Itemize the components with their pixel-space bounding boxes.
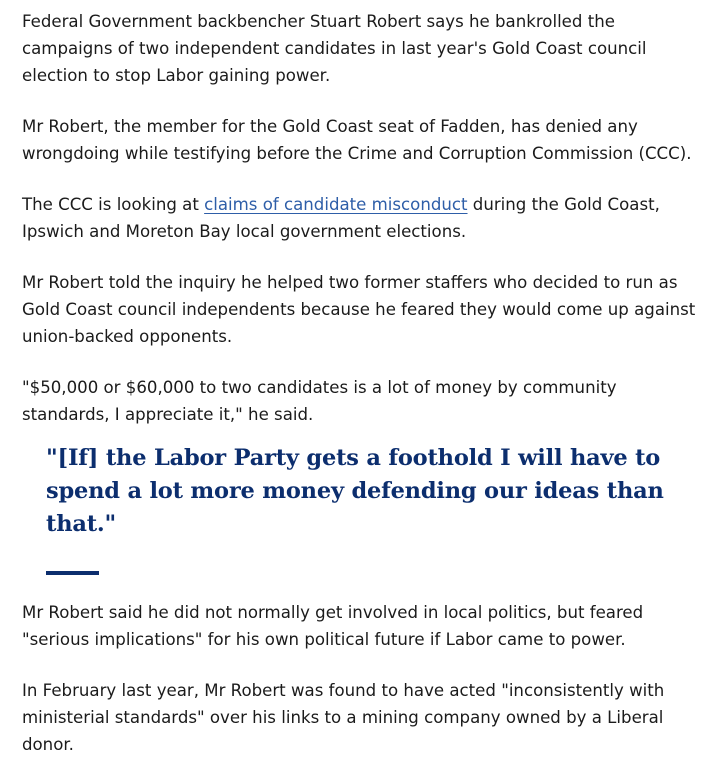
article-body [22, 8, 705, 782]
paragraph-3-text-before: The CCC is looking at [22, 195, 205, 214]
pull-quote-text: "[If] the Labor Party gets a foothold I will have to spend a lot more money defending our ideas than that." [46, 445, 664, 537]
article-continuation [22, 599, 705, 758]
paragraph-1: Federal Government backbencher Stuart Robert says he bankrolled the campaigns of two independent candidates in last year's Gold Coast council election to stop Labor gaining power. [22, 12, 647, 85]
paragraph-7: In February last year, Mr Robert was found to have acted "inconsistently with ministerial standards" over his links to a mining company owned by a Liberal donor. [22, 681, 665, 754]
paragraph-2: Mr Robert, the member for the Gold Coast seat of Fadden, has denied any wrongdoing while testifying before the Crime and Corruption Commission (CCC). [22, 117, 692, 163]
pull-quote [46, 442, 696, 575]
paragraph-6: Mr Robert said he did not normally get involved in local politics, but feared "serious implications" for his own political future if Labor came to power. [22, 603, 644, 649]
candidate-misconduct-link[interactable]: claims of candidate misconduct [204, 195, 468, 214]
paragraph-3-text-after: during the Gold Coast, Ipswich and Moreton Bay local government elections. [22, 195, 660, 241]
pull-quote-divider [46, 571, 99, 575]
paragraph-5: "$50,000 or $60,000 to two candidates is a lot of money by community standards, I appreciate it," he said. [22, 378, 617, 424]
paragraph-4: Mr Robert told the inquiry he helped two former staffers who decided to run as Gold Coast council independents because he feared they would come up against union-backed opponents. [22, 273, 696, 346]
paragraph-3 [22, 191, 705, 245]
